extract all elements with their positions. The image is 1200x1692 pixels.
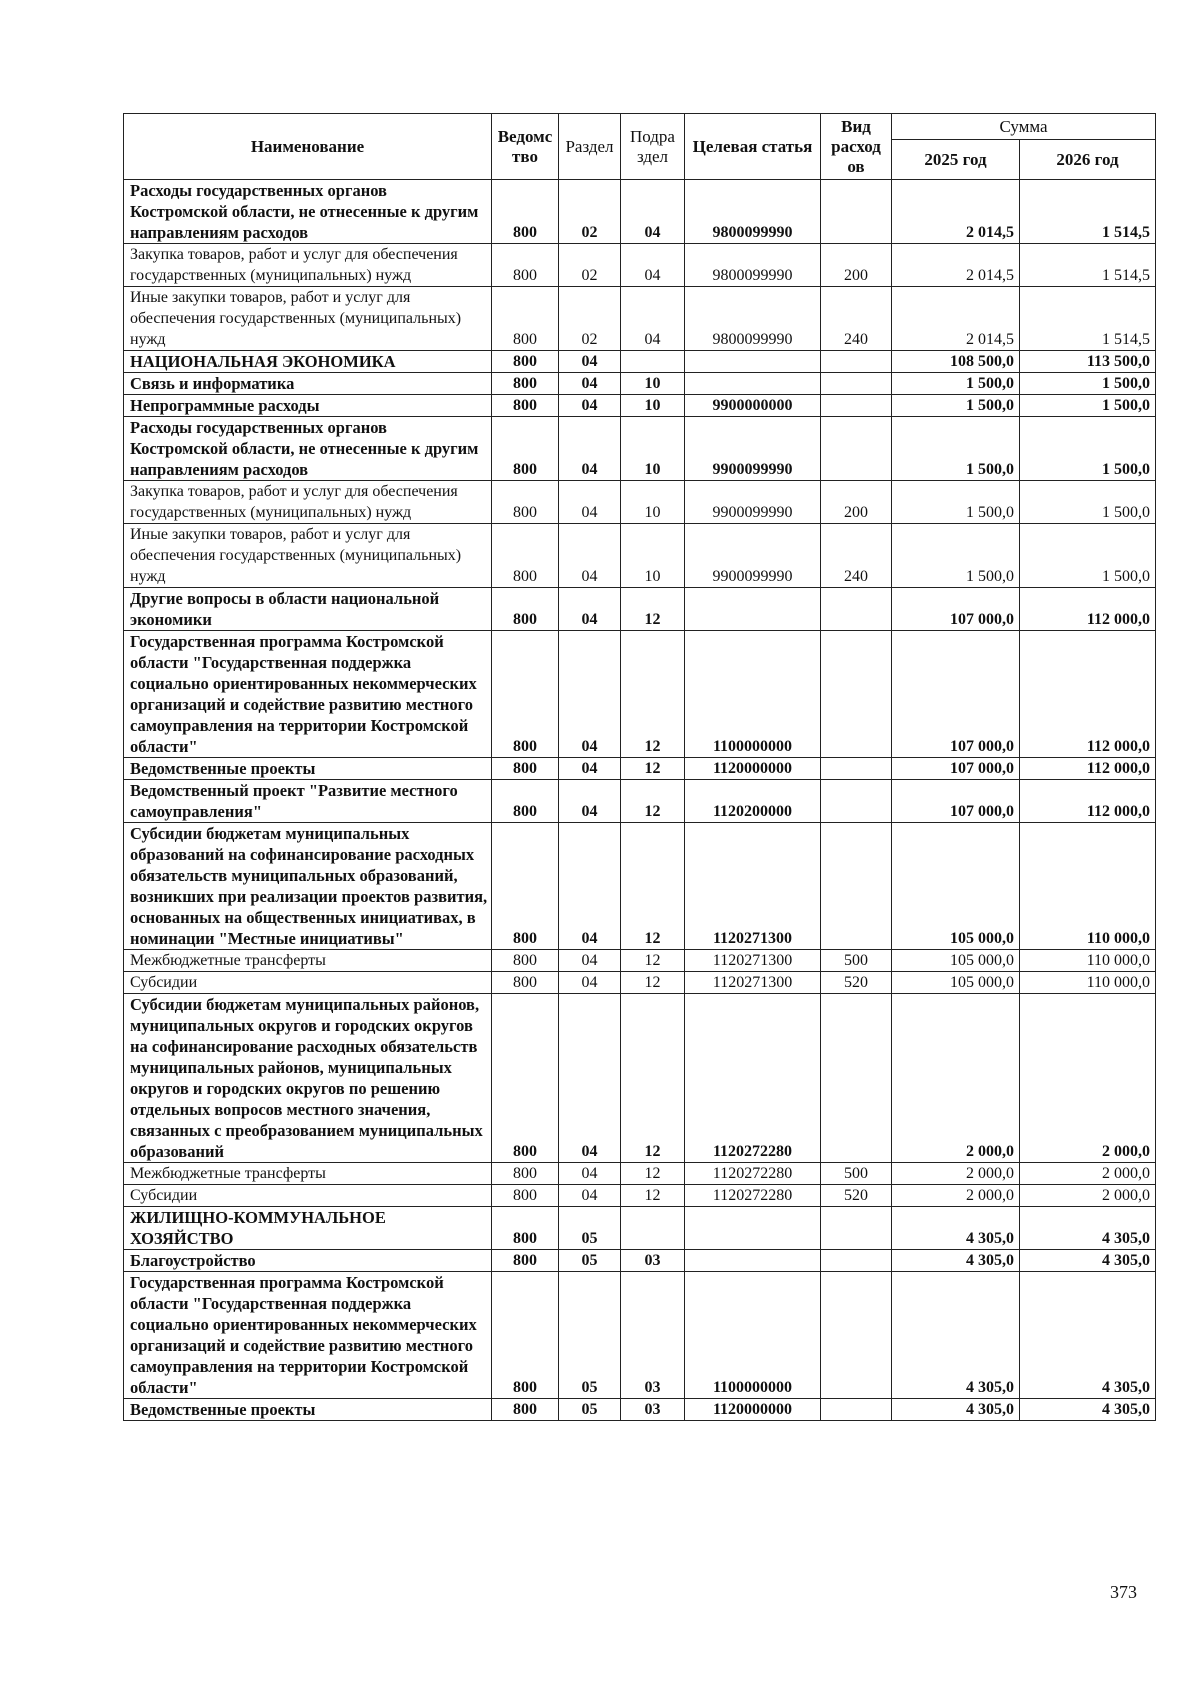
table-row <box>124 1185 1156 1207</box>
cell-dept: 800 <box>492 1399 559 1421</box>
table-row <box>124 758 1156 780</box>
cell-name: Иные закупки товаров, работ и услуг для обеспечения государственных (муниципальных) нужд <box>124 524 492 588</box>
cell-sub: 03 <box>621 1272 685 1399</box>
cell-y1: 2 014,5 <box>892 287 1020 351</box>
cell-sub: 12 <box>621 758 685 780</box>
cell-dept: 800 <box>492 1163 559 1185</box>
header-department: Ведомс тво <box>492 114 559 180</box>
cell-y2: 1 500,0 <box>1020 524 1156 588</box>
cell-sub: 03 <box>621 1399 685 1421</box>
cell-target: 1120271300 <box>685 972 821 994</box>
cell-vid <box>821 1207 892 1250</box>
cell-name: Иные закупки товаров, работ и услуг для обеспечения государственных (муниципальных) нужд <box>124 287 492 351</box>
cell-target: 9900099990 <box>685 524 821 588</box>
cell-target: 1120271300 <box>685 950 821 972</box>
cell-y2: 1 514,5 <box>1020 287 1156 351</box>
cell-y1: 1 500,0 <box>892 395 1020 417</box>
cell-y1: 107 000,0 <box>892 780 1020 823</box>
cell-sec: 05 <box>559 1207 621 1250</box>
cell-dept: 800 <box>492 758 559 780</box>
cell-sec: 04 <box>559 631 621 758</box>
cell-vid <box>821 351 892 373</box>
cell-target <box>685 373 821 395</box>
cell-target: 9900099990 <box>685 417 821 481</box>
cell-sub: 12 <box>621 588 685 631</box>
table-row <box>124 351 1156 373</box>
cell-sub: 10 <box>621 373 685 395</box>
cell-target: 1120272280 <box>685 994 821 1163</box>
cell-sub: 03 <box>621 1250 685 1272</box>
cell-target: 9900000000 <box>685 395 821 417</box>
cell-y1: 4 305,0 <box>892 1250 1020 1272</box>
cell-vid: 520 <box>821 1185 892 1207</box>
cell-y2: 2 000,0 <box>1020 1185 1156 1207</box>
cell-y1: 107 000,0 <box>892 588 1020 631</box>
cell-vid <box>821 373 892 395</box>
cell-vid <box>821 780 892 823</box>
cell-sec: 04 <box>559 780 621 823</box>
cell-y2: 113 500,0 <box>1020 351 1156 373</box>
cell-sec: 04 <box>559 758 621 780</box>
cell-name: Расходы государственных органов Костромской области, не отнесенные к другим направлениям расходов <box>124 417 492 481</box>
table-row <box>124 373 1156 395</box>
cell-name: Ведомственные проекты <box>124 758 492 780</box>
cell-name: Закупка товаров, работ и услуг для обеспечения государственных (муниципальных) нужд <box>124 481 492 524</box>
table-row <box>124 481 1156 524</box>
cell-target: 9800099990 <box>685 287 821 351</box>
cell-target: 9800099990 <box>685 180 821 244</box>
cell-sub: 04 <box>621 244 685 287</box>
cell-sec: 02 <box>559 287 621 351</box>
cell-sub: 10 <box>621 481 685 524</box>
cell-y1: 2 014,5 <box>892 180 1020 244</box>
cell-name: ЖИЛИЩНО-КОММУНАЛЬНОЕ ХОЗЯЙСТВО <box>124 1207 492 1250</box>
cell-name: Связь и информатика <box>124 373 492 395</box>
cell-sec: 02 <box>559 180 621 244</box>
cell-dept: 800 <box>492 950 559 972</box>
cell-vid: 500 <box>821 950 892 972</box>
cell-dept: 800 <box>492 244 559 287</box>
header-year-2026: 2026 год <box>1020 140 1156 180</box>
cell-name: Ведомственные проекты <box>124 1399 492 1421</box>
cell-vid: 500 <box>821 1163 892 1185</box>
cell-sub: 04 <box>621 287 685 351</box>
cell-vid <box>821 1250 892 1272</box>
cell-target: 1120272280 <box>685 1163 821 1185</box>
table-row <box>124 1163 1156 1185</box>
cell-y2: 110 000,0 <box>1020 823 1156 950</box>
cell-sub: 04 <box>621 180 685 244</box>
cell-sec: 04 <box>559 524 621 588</box>
cell-y2: 110 000,0 <box>1020 972 1156 994</box>
cell-sec: 05 <box>559 1250 621 1272</box>
cell-sec: 04 <box>559 1185 621 1207</box>
cell-y2: 4 305,0 <box>1020 1399 1156 1421</box>
table-row <box>124 287 1156 351</box>
cell-sub: 12 <box>621 1163 685 1185</box>
cell-dept: 800 <box>492 1250 559 1272</box>
cell-name: Государственная программа Костромской области "Государственная поддержка социально ориентированных некоммерческих организаций и содействие развитию местного самоуправления на территории Костромской области" <box>124 1272 492 1399</box>
table-body <box>124 180 1156 1421</box>
table-row <box>124 395 1156 417</box>
cell-dept: 800 <box>492 631 559 758</box>
cell-y1: 2 000,0 <box>892 1163 1020 1185</box>
cell-sub: 12 <box>621 950 685 972</box>
cell-dept: 800 <box>492 1185 559 1207</box>
cell-sec: 05 <box>559 1399 621 1421</box>
cell-dept: 800 <box>492 395 559 417</box>
cell-target: 1120272280 <box>685 1185 821 1207</box>
cell-target: 9800099990 <box>685 244 821 287</box>
cell-y1: 108 500,0 <box>892 351 1020 373</box>
cell-dept: 800 <box>492 417 559 481</box>
cell-sub: 12 <box>621 1185 685 1207</box>
cell-dept: 800 <box>492 780 559 823</box>
cell-y1: 4 305,0 <box>892 1207 1020 1250</box>
cell-y2: 1 514,5 <box>1020 244 1156 287</box>
cell-target <box>685 1250 821 1272</box>
cell-vid: 240 <box>821 287 892 351</box>
table-row <box>124 1272 1156 1399</box>
cell-y1: 1 500,0 <box>892 417 1020 481</box>
cell-sec: 04 <box>559 373 621 395</box>
cell-y2: 1 500,0 <box>1020 417 1156 481</box>
cell-y1: 2 014,5 <box>892 244 1020 287</box>
cell-vid <box>821 631 892 758</box>
cell-sub: 12 <box>621 823 685 950</box>
cell-sec: 05 <box>559 1272 621 1399</box>
table-row <box>124 244 1156 287</box>
table-row <box>124 180 1156 244</box>
cell-name: Другие вопросы в области национальной экономики <box>124 588 492 631</box>
cell-sec: 04 <box>559 395 621 417</box>
cell-dept: 800 <box>492 1272 559 1399</box>
cell-name: Межбюджетные трансферты <box>124 1163 492 1185</box>
cell-target <box>685 351 821 373</box>
cell-y1: 2 000,0 <box>892 1185 1020 1207</box>
header-name: Наименование <box>124 114 492 180</box>
cell-name: Субсидии бюджетам муниципальных образований на софинансирование расходных обязательств муниципальных образований, возникших при реализации проектов развития, основанных на общественных инициативах, в номинации "Местные инициативы" <box>124 823 492 950</box>
cell-y2: 4 305,0 <box>1020 1272 1156 1399</box>
cell-vid: 200 <box>821 481 892 524</box>
cell-dept: 800 <box>492 994 559 1163</box>
cell-sec: 04 <box>559 994 621 1163</box>
table-row <box>124 588 1156 631</box>
cell-vid <box>821 395 892 417</box>
table-row <box>124 524 1156 588</box>
cell-y1: 2 000,0 <box>892 994 1020 1163</box>
cell-vid <box>821 1399 892 1421</box>
header-year-2025: 2025 год <box>892 140 1020 180</box>
cell-vid <box>821 758 892 780</box>
cell-dept: 800 <box>492 351 559 373</box>
table-row <box>124 631 1156 758</box>
cell-target: 1120200000 <box>685 780 821 823</box>
cell-y2: 1 500,0 <box>1020 481 1156 524</box>
header-target: Целевая статья <box>685 114 821 180</box>
cell-dept: 800 <box>492 823 559 950</box>
cell-sec: 04 <box>559 950 621 972</box>
cell-sub <box>621 1207 685 1250</box>
cell-target: 1120000000 <box>685 758 821 780</box>
cell-y1: 4 305,0 <box>892 1399 1020 1421</box>
cell-y1: 105 000,0 <box>892 823 1020 950</box>
cell-dept: 800 <box>492 180 559 244</box>
cell-sub: 10 <box>621 524 685 588</box>
cell-target: 9900099990 <box>685 481 821 524</box>
cell-name: Межбюджетные трансферты <box>124 950 492 972</box>
budget-table <box>123 113 1156 1421</box>
header-subsection: Подра здел <box>621 114 685 180</box>
cell-y2: 112 000,0 <box>1020 780 1156 823</box>
cell-dept: 800 <box>492 287 559 351</box>
table-row <box>124 1399 1156 1421</box>
cell-sub: 10 <box>621 395 685 417</box>
cell-target: 1120000000 <box>685 1399 821 1421</box>
cell-sec: 04 <box>559 351 621 373</box>
cell-dept: 800 <box>492 588 559 631</box>
cell-target: 1100000000 <box>685 631 821 758</box>
cell-name: Субсидии <box>124 972 492 994</box>
cell-dept: 800 <box>492 1207 559 1250</box>
cell-vid <box>821 180 892 244</box>
cell-vid <box>821 823 892 950</box>
cell-sec: 04 <box>559 1163 621 1185</box>
cell-y2: 1 500,0 <box>1020 395 1156 417</box>
cell-y1: 4 305,0 <box>892 1272 1020 1399</box>
table-row <box>124 950 1156 972</box>
table-row <box>124 823 1156 950</box>
cell-name: Расходы государственных органов Костромской области, не отнесенные к другим направлениям расходов <box>124 180 492 244</box>
cell-target: 1100000000 <box>685 1272 821 1399</box>
table-row <box>124 780 1156 823</box>
cell-dept: 800 <box>492 481 559 524</box>
cell-name: Закупка товаров, работ и услуг для обеспечения государственных (муниципальных) нужд <box>124 244 492 287</box>
cell-y2: 112 000,0 <box>1020 588 1156 631</box>
cell-y1: 107 000,0 <box>892 758 1020 780</box>
cell-sec: 04 <box>559 588 621 631</box>
cell-y2: 1 500,0 <box>1020 373 1156 395</box>
table-row <box>124 1250 1156 1272</box>
cell-target: 1120271300 <box>685 823 821 950</box>
cell-name: Субсидии бюджетам муниципальных районов, муниципальных округов и городских округов на софинансирование расходных обязательств муниципальных районов, муниципальных округов и городских округов по решению отдельных вопросов местного значения, связанных с преобразованием муниципальных образований <box>124 994 492 1163</box>
cell-y1: 1 500,0 <box>892 373 1020 395</box>
cell-y2: 1 514,5 <box>1020 180 1156 244</box>
cell-sec: 04 <box>559 823 621 950</box>
cell-sec: 02 <box>559 244 621 287</box>
cell-y1: 1 500,0 <box>892 481 1020 524</box>
cell-sec: 04 <box>559 481 621 524</box>
cell-name: НАЦИОНАЛЬНАЯ ЭКОНОМИКА <box>124 351 492 373</box>
cell-name: Государственная программа Костромской области "Государственная поддержка социально ориентированных некоммерческих организаций и содействие развитию местного самоуправления на территории Костромской области" <box>124 631 492 758</box>
cell-y1: 107 000,0 <box>892 631 1020 758</box>
header-expense-type: Вид расход ов <box>821 114 892 180</box>
cell-vid: 520 <box>821 972 892 994</box>
table-row <box>124 972 1156 994</box>
cell-y2: 110 000,0 <box>1020 950 1156 972</box>
cell-vid: 200 <box>821 244 892 287</box>
header-amount: Сумма <box>892 114 1156 140</box>
header-section: Раздел <box>559 114 621 180</box>
cell-name: Благоустройство <box>124 1250 492 1272</box>
cell-sub: 12 <box>621 994 685 1163</box>
cell-sub <box>621 351 685 373</box>
cell-name: Ведомственный проект "Развитие местного самоуправления" <box>124 780 492 823</box>
cell-target <box>685 1207 821 1250</box>
cell-dept: 800 <box>492 373 559 395</box>
cell-vid <box>821 994 892 1163</box>
cell-y1: 1 500,0 <box>892 524 1020 588</box>
cell-sub: 12 <box>621 631 685 758</box>
cell-y2: 2 000,0 <box>1020 994 1156 1163</box>
table-row <box>124 1207 1156 1250</box>
cell-vid: 240 <box>821 524 892 588</box>
cell-vid <box>821 417 892 481</box>
page-number: 373 <box>1110 1582 1137 1602</box>
cell-y1: 105 000,0 <box>892 972 1020 994</box>
cell-sec: 04 <box>559 972 621 994</box>
cell-y1: 105 000,0 <box>892 950 1020 972</box>
cell-vid <box>821 588 892 631</box>
cell-dept: 800 <box>492 972 559 994</box>
cell-y2: 4 305,0 <box>1020 1250 1156 1272</box>
cell-sec: 04 <box>559 417 621 481</box>
cell-sub: 12 <box>621 780 685 823</box>
cell-y2: 2 000,0 <box>1020 1163 1156 1185</box>
cell-sub: 12 <box>621 972 685 994</box>
cell-y2: 4 305,0 <box>1020 1207 1156 1250</box>
cell-y2: 112 000,0 <box>1020 758 1156 780</box>
cell-name: Непрограммные расходы <box>124 395 492 417</box>
budget-sheet <box>123 113 1155 1421</box>
cell-dept: 800 <box>492 524 559 588</box>
table-row <box>124 994 1156 1163</box>
cell-vid <box>821 1272 892 1399</box>
cell-name: Субсидии <box>124 1185 492 1207</box>
table-row <box>124 417 1156 481</box>
cell-target <box>685 588 821 631</box>
cell-y2: 112 000,0 <box>1020 631 1156 758</box>
cell-sub: 10 <box>621 417 685 481</box>
